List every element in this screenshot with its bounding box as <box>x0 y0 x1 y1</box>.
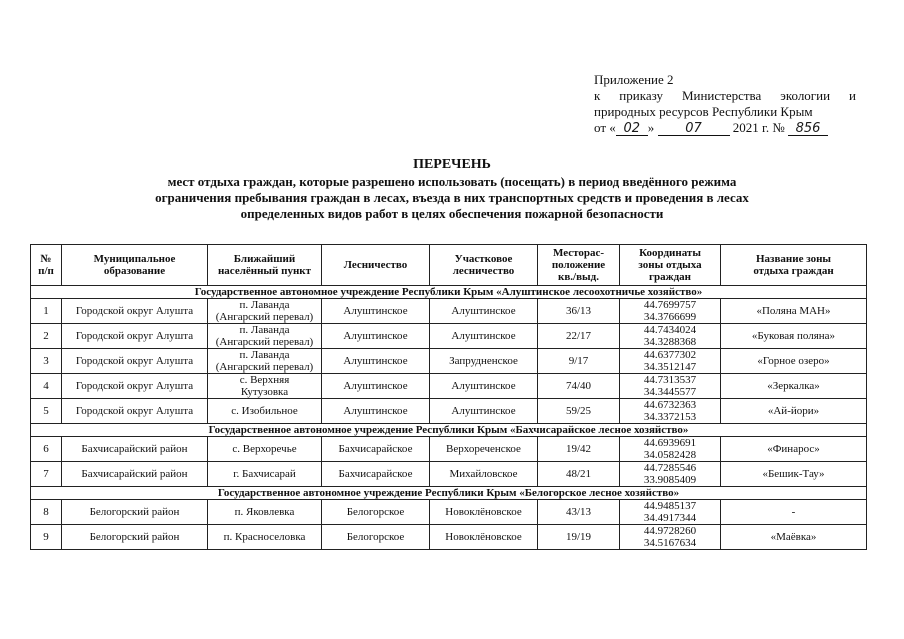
cell-number <box>31 462 62 487</box>
cell-district <box>430 299 538 324</box>
table-row <box>31 374 867 399</box>
cell-municipal <box>62 374 208 399</box>
date-prefix: от « <box>594 120 616 135</box>
cell-number <box>31 437 62 462</box>
group-name: Государственное автономное учреждение Республики Крым «Бахчисарайское лесное хозяйство» <box>31 424 867 437</box>
longitude: 34.0582428 <box>643 449 697 461</box>
settlement-line-1: п. Лаванда <box>239 349 290 361</box>
zone-name: «Горное озеро» <box>757 355 830 367</box>
cell-zone-name <box>721 349 867 374</box>
appendix-date-line <box>594 120 856 136</box>
cell-district <box>430 399 538 424</box>
settlement-name: г. Бахчисарай <box>233 468 296 480</box>
cell-district <box>430 437 538 462</box>
cell-forestry <box>322 437 430 462</box>
table-row <box>31 500 867 525</box>
zone-name: «Поляна МАН» <box>756 305 831 317</box>
municipal-name: Городской округ Алушта <box>75 330 194 342</box>
district-name: Алуштинское <box>451 405 516 417</box>
appendix-block <box>594 72 856 136</box>
longitude: 34.4917344 <box>643 512 697 524</box>
appendix-order-line <box>594 88 856 104</box>
forestry-name: Алуштинское <box>343 355 408 367</box>
longitude: 33.9085409 <box>643 474 697 486</box>
settlement-line-1: с. Верхняя <box>239 374 290 386</box>
zone-name: - <box>791 506 796 518</box>
settlement-line-2: Кутузовка <box>240 386 289 398</box>
cell-zone-name <box>721 437 867 462</box>
settlement-name: п. Яковлевка <box>234 506 295 518</box>
longitude: 34.3445577 <box>643 386 697 398</box>
settlement-line-1: п. Лаванда <box>239 299 290 311</box>
header-number: № п/п <box>31 245 62 286</box>
cell-district <box>430 500 538 525</box>
table-header-row <box>31 245 867 286</box>
district-name: Михайловское <box>449 468 518 480</box>
document-title <box>0 157 904 222</box>
forestry-name: Алуштинское <box>343 380 408 392</box>
cell-municipal <box>62 399 208 424</box>
settlement-line-2: (Ангарский перевал) <box>215 311 314 323</box>
longitude: 34.3288368 <box>643 336 697 348</box>
cell-district <box>430 525 538 550</box>
cell-number <box>31 324 62 349</box>
cell-location <box>538 500 620 525</box>
settlement-line-2: (Ангарский перевал) <box>215 336 314 348</box>
cell-zone-name <box>721 525 867 550</box>
header-settlement: Ближайший населённый пункт <box>208 245 322 286</box>
table-row <box>31 349 867 374</box>
group-row <box>31 424 867 437</box>
zone-name: «Зеркалка» <box>767 380 820 392</box>
cell-municipal <box>62 437 208 462</box>
latitude: 44.9728260 <box>643 525 697 537</box>
municipal-name: Белогорский район <box>89 531 180 543</box>
title-line-1: мест отдыха граждан, которые разрешено использовать (посещать) в период введённого режима <box>167 174 737 189</box>
settlement-name: п. Красноселовка <box>223 531 306 543</box>
row-number: 9 <box>43 531 49 543</box>
title-heading: ПЕРЕЧЕНЬ <box>413 157 491 172</box>
header-municipal: Муниципальное образование <box>62 245 208 286</box>
cell-settlement <box>208 374 322 399</box>
cell-forestry <box>322 462 430 487</box>
latitude: 44.7313537 <box>643 374 697 386</box>
cell-forestry <box>322 324 430 349</box>
district-name: Запрудненское <box>449 355 518 367</box>
cell-coordinates <box>620 349 721 374</box>
cell-district <box>430 374 538 399</box>
municipal-name: Бахчисарайский район <box>81 443 188 455</box>
location-value: 43/13 <box>565 506 592 518</box>
cell-municipal <box>62 462 208 487</box>
cell-location <box>538 399 620 424</box>
zone-name: «Финарос» <box>767 443 820 455</box>
longitude: 34.3766699 <box>643 311 697 323</box>
row-number: 3 <box>43 355 49 367</box>
table-row <box>31 462 867 487</box>
forestry-name: Белогорское <box>346 506 405 518</box>
group-name: Государственное автономное учреждение Республики Крым «Алуштинское лесоохотничье хозяйство» <box>31 286 867 299</box>
forestry-name: Алуштинское <box>343 405 408 417</box>
cell-settlement <box>208 349 322 374</box>
date-quote-close: » <box>647 120 655 135</box>
appendix-ministry-line: природных ресурсов Республики Крым <box>594 104 813 119</box>
cell-settlement <box>208 500 322 525</box>
cell-settlement <box>208 437 322 462</box>
recreation-places-table <box>30 244 867 550</box>
cell-number <box>31 374 62 399</box>
date-year-number: 2021 г. № <box>732 120 785 135</box>
cell-location <box>538 525 620 550</box>
longitude: 34.5167634 <box>643 537 697 549</box>
cell-forestry <box>322 399 430 424</box>
title-line-3: определенных видов работ в целях обеспечения пожарной безопасности <box>240 206 664 221</box>
cell-coordinates <box>620 399 721 424</box>
zone-name: «Бешик-Тау» <box>762 468 825 480</box>
handwritten-day: 02 <box>616 122 648 136</box>
cell-coordinates <box>620 462 721 487</box>
longitude: 34.3512147 <box>643 361 697 373</box>
cell-forestry <box>322 299 430 324</box>
cell-coordinates <box>620 500 721 525</box>
zone-name: «Ай-йори» <box>767 405 820 417</box>
zone-name: «Маёвка» <box>770 531 817 543</box>
forestry-name: Алуштинское <box>343 330 408 342</box>
latitude: 44.7434024 <box>643 324 697 336</box>
location-value: 9/17 <box>568 355 589 367</box>
cell-forestry <box>322 500 430 525</box>
latitude: 44.6377302 <box>643 349 697 361</box>
handwritten-month: 07 <box>658 122 730 136</box>
location-value: 74/40 <box>565 380 592 392</box>
cell-location <box>538 462 620 487</box>
district-name: Алуштинское <box>451 380 516 392</box>
location-value: 19/19 <box>565 531 592 543</box>
header-location: Месторас- положение кв./выд. <box>538 245 620 286</box>
cell-settlement <box>208 299 322 324</box>
latitude: 44.7285546 <box>643 462 697 474</box>
cell-settlement <box>208 462 322 487</box>
table-row <box>31 399 867 424</box>
cell-zone-name <box>721 324 867 349</box>
cell-location <box>538 374 620 399</box>
cell-settlement <box>208 525 322 550</box>
appendix-word: Министерства <box>681 88 762 103</box>
district-name: Новоклёновское <box>445 506 522 518</box>
latitude: 44.6939691 <box>643 437 697 449</box>
latitude: 44.7699757 <box>643 299 697 311</box>
appendix-title: Приложение 2 <box>594 72 674 87</box>
cell-location <box>538 299 620 324</box>
cell-municipal <box>62 324 208 349</box>
cell-coordinates <box>620 299 721 324</box>
cell-zone-name <box>721 462 867 487</box>
municipal-name: Белогорский район <box>89 506 180 518</box>
location-value: 19/42 <box>565 443 592 455</box>
cell-forestry <box>322 374 430 399</box>
table-body <box>31 286 867 550</box>
location-value: 59/25 <box>565 405 592 417</box>
zone-name: «Буковая поляна» <box>751 330 836 342</box>
header-coordinates: Координаты зоны отдыха граждан <box>620 245 721 286</box>
location-value: 22/17 <box>565 330 592 342</box>
cell-zone-name <box>721 500 867 525</box>
district-name: Алуштинское <box>451 330 516 342</box>
municipal-name: Городской округ Алушта <box>75 380 194 392</box>
cell-location <box>538 324 620 349</box>
cell-forestry <box>322 525 430 550</box>
title-line-2: ограничения пребывания граждан в лесах, въезда в них транспортных средств и проведения в лесах <box>155 190 749 205</box>
header-district: Участковое лесничество <box>430 245 538 286</box>
forestry-name: Белогорское <box>346 531 405 543</box>
cell-municipal <box>62 349 208 374</box>
cell-municipal <box>62 525 208 550</box>
group-name: Государственное автономное учреждение Республики Крым «Белогорское лесное хозяйство» <box>31 487 867 500</box>
handwritten-order-number: 856 <box>788 122 828 136</box>
row-number: 8 <box>43 506 49 518</box>
cell-number <box>31 500 62 525</box>
row-number: 1 <box>43 305 49 317</box>
location-value: 36/13 <box>565 305 592 317</box>
cell-municipal <box>62 500 208 525</box>
group-row <box>31 286 867 299</box>
group-row <box>31 487 867 500</box>
table-row <box>31 525 867 550</box>
settlement-name: с. Верхоречье <box>232 443 297 455</box>
latitude: 44.9485137 <box>643 500 697 512</box>
cell-number <box>31 349 62 374</box>
cell-forestry <box>322 349 430 374</box>
row-number: 2 <box>43 330 49 342</box>
settlement-line-1: п. Лаванда <box>239 324 290 336</box>
forestry-name: Бахчисарайское <box>338 468 413 480</box>
header-zone-name: Название зоны отдыха граждан <box>721 245 867 286</box>
longitude: 34.3372153 <box>643 411 697 423</box>
forestry-name: Бахчисарайское <box>338 443 413 455</box>
settlement-name: с. Изобильное <box>231 405 298 417</box>
cell-location <box>538 437 620 462</box>
table-row <box>31 299 867 324</box>
cell-zone-name <box>721 299 867 324</box>
row-number: 6 <box>43 443 49 455</box>
district-name: Верхореченское <box>446 443 521 455</box>
row-number: 5 <box>43 405 49 417</box>
municipal-name: Городской округ Алушта <box>75 405 194 417</box>
cell-district <box>430 349 538 374</box>
header-forestry: Лесничество <box>322 245 430 286</box>
cell-municipal <box>62 299 208 324</box>
municipal-name: Городской округ Алушта <box>75 355 194 367</box>
cell-number <box>31 399 62 424</box>
district-name: Новоклёновское <box>445 531 522 543</box>
cell-zone-name <box>721 399 867 424</box>
district-name: Алуштинское <box>451 305 516 317</box>
location-value: 48/21 <box>565 468 592 480</box>
cell-coordinates <box>620 525 721 550</box>
cell-number <box>31 525 62 550</box>
table-row <box>31 324 867 349</box>
forestry-name: Алуштинское <box>343 305 408 317</box>
cell-settlement <box>208 399 322 424</box>
row-number: 7 <box>43 468 49 480</box>
cell-coordinates <box>620 374 721 399</box>
appendix-word: к <box>594 88 601 103</box>
appendix-word: экологии <box>780 88 831 103</box>
latitude: 44.6732363 <box>643 399 697 411</box>
municipal-name: Городской округ Алушта <box>75 305 194 317</box>
cell-district <box>430 324 538 349</box>
appendix-word: и <box>849 88 856 103</box>
cell-zone-name <box>721 374 867 399</box>
settlement-line-2: (Ангарский перевал) <box>215 361 314 373</box>
appendix-word: приказу <box>619 88 663 103</box>
cell-coordinates <box>620 437 721 462</box>
municipal-name: Бахчисарайский район <box>81 468 188 480</box>
cell-coordinates <box>620 324 721 349</box>
cell-district <box>430 462 538 487</box>
cell-location <box>538 349 620 374</box>
cell-number <box>31 299 62 324</box>
table-row <box>31 437 867 462</box>
row-number: 4 <box>43 380 49 392</box>
cell-settlement <box>208 324 322 349</box>
